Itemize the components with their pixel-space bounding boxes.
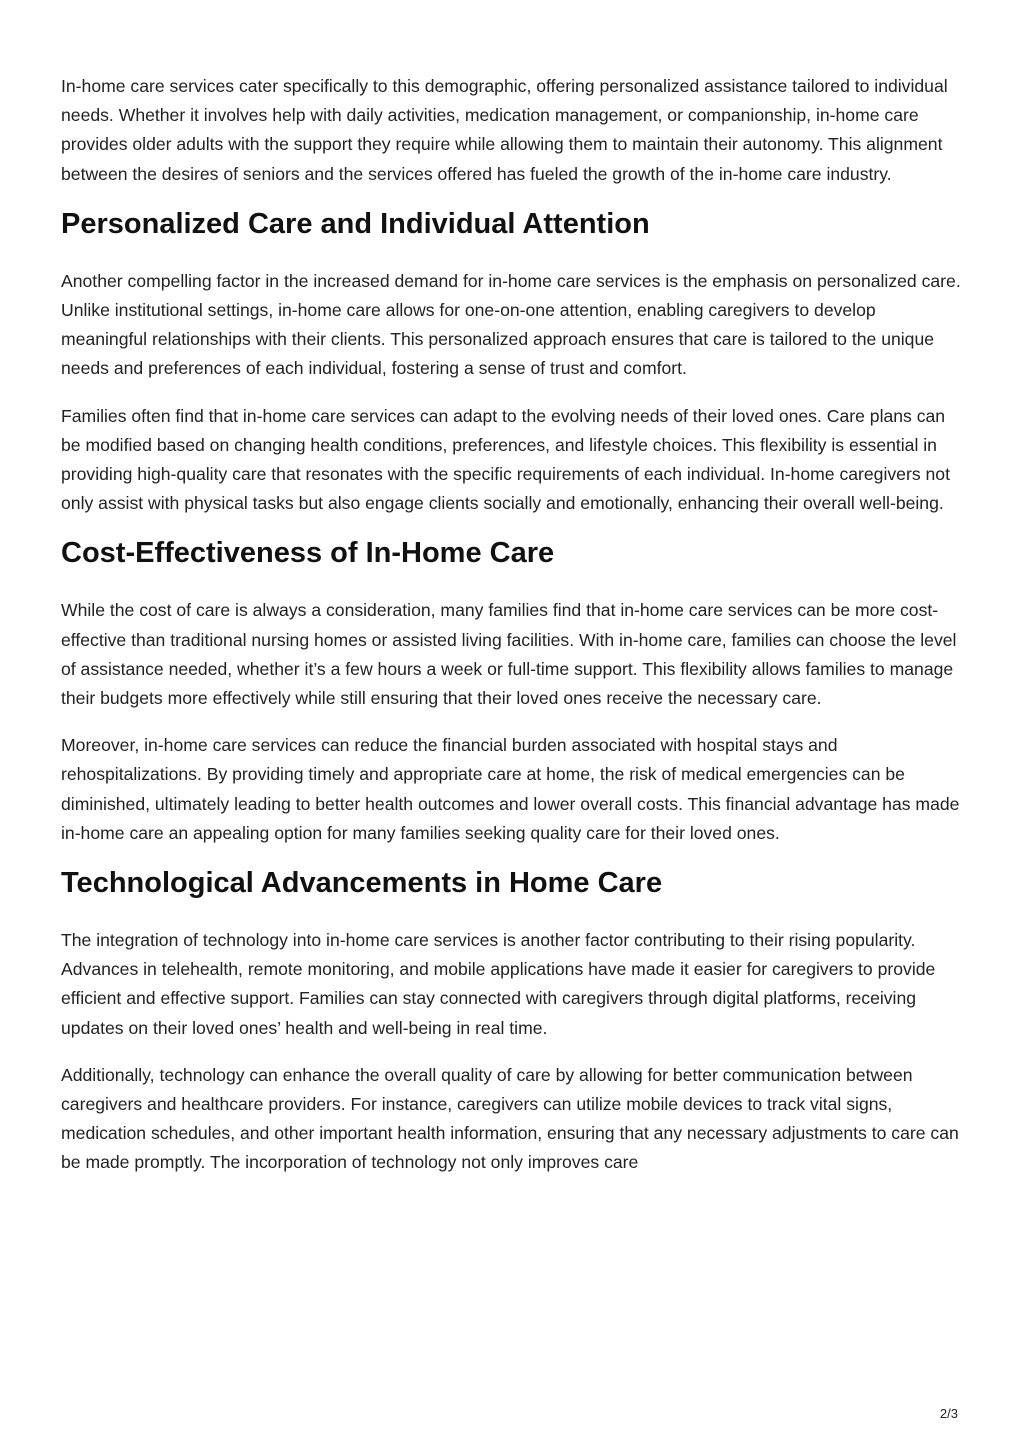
section-heading-personalized-care: Personalized Care and Individual Attention [61,207,650,240]
page-number: 2/3 [939,1406,958,1421]
body-paragraph: While the cost of care is always a consideration, many families find that in-home care services can be more cost-effective than traditional nursing homes or assisted living facilities. With in-home care, families can choose the level of assistance needed, whether it’s a few hours a week or full-time support. This flexibility allows families to manage their budgets more effectively while still ensuring that their loved ones receive the necessary care. [61,600,957,709]
intro-paragraph: In-home care services cater specifically to this demographic, offering personalized assistance tailored to individual needs. Whether it involves help with daily activities, medication management, or companionship, in-home care provides older adults with the support they require while allowing them to maintain their autonomy. This alignment between the desires of seniors and the services offered has fueled the growth of the in-home care industry. [61,76,948,184]
body-paragraph: Another compelling factor in the increased demand for in-home care services is the emphasis on personalized care. Unlike institutional settings, in-home care allows for one-on-one attention, enabling caregivers to develop meaningful relationships with their clients. This personalized approach ensures that care is tailored to the unique needs and preferences of each individual, fostering a sense of trust and comfort. [61,270,961,379]
body-paragraph: Families often find that in-home care services can adapt to the evolving needs of their loved ones. Care plans can be modified based on changing health conditions, preferences, and lifestyle choices. This flexibility is essential in providing high-quality care that resonates with the specific requirements of each individual. In-home caregivers not only assist with physical tasks but also engage clients socially and emotionally, enhancing their overall well-being. [61,405,950,514]
section-heading-cost-effectiveness: Cost-Effectiveness of In-Home Care [61,537,555,570]
body-paragraph: Moreover, in-home care services can reduce the financial burden associated with hospital stays and rehospitalizations. By providing timely and appropriate care at home, the risk of medical emergencies can be diminished, ultimately leading to better health outcomes and lower overall costs. This financial advantage has made in-home care an appealing option for many families seeking quality care for their loved ones. [61,735,960,843]
document-page [61,72,966,1196]
body-paragraph: Additionally, technology can enhance the overall quality of care by allowing for better communication between caregivers and healthcare providers. For instance, caregivers can utilize mobile devices to track vital signs, medication schedules, and other important health information, ensuring that any necessary adjustments to care can be made promptly. The incorporation of technology not only improves care [61,1064,959,1173]
section-heading-technological-advancements: Technological Advancements in Home Care [61,867,663,900]
body-paragraph: The integration of technology into in-home care services is another factor contributing to their rising popularity. Advances in telehealth, remote monitoring, and mobile applications have made it easier for caregivers to provide efficient and effective support. Families can stay connected with caregivers through digital platforms, receiving updates on their loved ones’ health and well-being in real time. [61,930,936,1038]
